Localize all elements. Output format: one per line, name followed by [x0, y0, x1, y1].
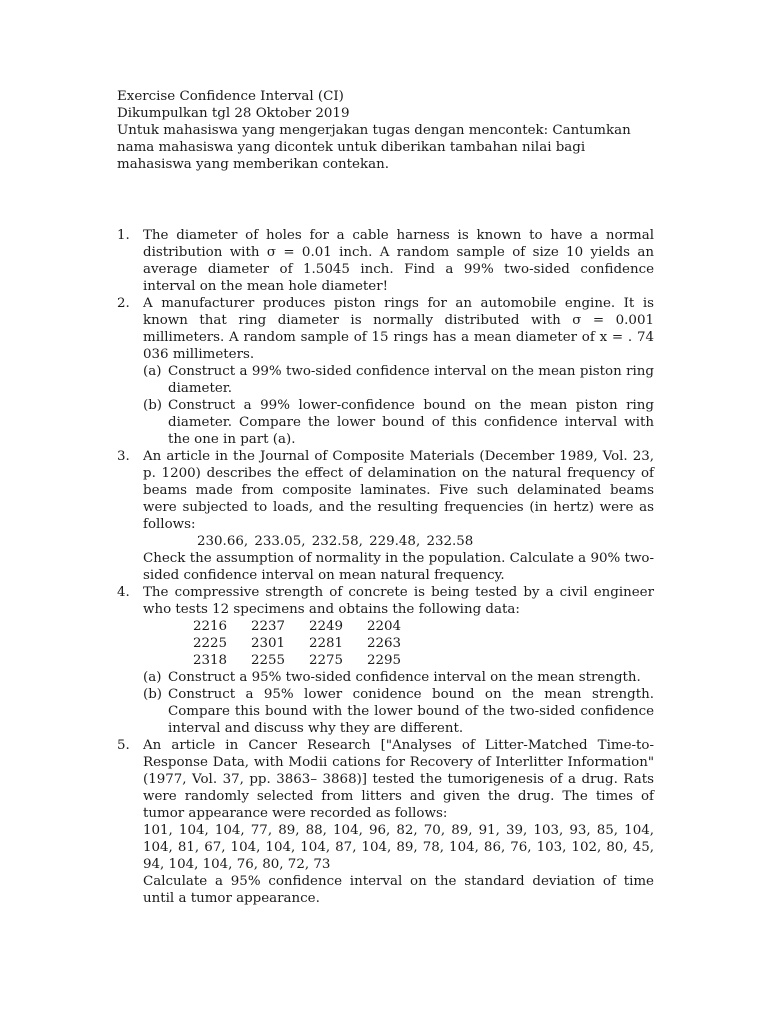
problem-number: 4.	[117, 585, 130, 600]
problem-number: 3.	[117, 449, 130, 464]
table-cell: 2249	[309, 619, 344, 634]
table-cell: 2281	[309, 636, 344, 651]
table-cell: 2275	[309, 653, 344, 668]
table-cell: 2295	[367, 653, 402, 668]
due-date: Dikumpulkan tgl 28 Oktober 2019	[117, 106, 350, 121]
problem-number: 1.	[117, 228, 130, 243]
problem-list	[117, 227, 654, 907]
instruction-line-1: Untuk mahasiswa yang mengerjakan tugas dengan mencontek: Cantumkan	[117, 123, 631, 138]
table-cell: 2301	[251, 636, 286, 651]
table-row	[193, 652, 425, 669]
subquestion-label: (a)	[143, 670, 162, 685]
problem-3	[117, 448, 654, 584]
subquestion-text: Construct a 99% two-sided confidence interval on the mean piston ring diameter.	[168, 364, 654, 396]
subquestion-a	[143, 363, 654, 397]
subquestion-label: (b)	[143, 687, 163, 702]
subquestion-text: Construct a 95% lower conidence bound on the mean strength. Compare this bound with the lower bound of the two-sided confidence interval and discuss why they are different.	[168, 687, 654, 736]
problem-number: 2.	[117, 296, 130, 311]
instruction-line-2: nama mahasiswa yang dicontek untuk diberikan tambahan nilai bagi	[117, 140, 586, 155]
strength-data-table	[193, 618, 425, 669]
table-cell: 2255	[251, 653, 286, 668]
problem-instruction: Check the assumption of normality in the population. Calculate a 90% two-sided confidence interval on mean natural frequency.	[143, 551, 654, 583]
instruction-line-3: mahasiswa yang memberikan contekan.	[117, 157, 389, 172]
problem-text: The compressive strength of concrete is being tested by a civil engineer who tests 12 specimens and obtains the following data:	[143, 585, 654, 617]
table-cell: 2204	[367, 619, 402, 634]
table-cell: 2216	[193, 619, 228, 634]
table-cell: 2318	[193, 653, 228, 668]
problem-text: An article in the Journal of Composite Materials (December 1989, Vol. 23, p. 1200) describes the effect of delamination on the natural frequency of beams made from composite laminates. Five such delaminated beams were subjected to loads, and the resulting frequencies (in hertz) were as follows:	[143, 449, 654, 532]
problem-text: An article in Cancer Research ["Analyses of Litter-Matched Time-to-Response Data, with Modii cations for Recovery of Interlitter Information" (1977, Vol. 37, pp. 3863– 3868)] tested the tumorigenesis of a drug. Rats were randomly selected from litters and given the drug. The times of tumor appearance were recorded as follows:	[143, 738, 654, 821]
subquestion-label: (b)	[143, 398, 163, 413]
table-row	[193, 635, 425, 652]
subquestion-label: (a)	[143, 364, 162, 379]
problem-text: A manufacturer produces piston rings for an automobile engine. It is known that ring diameter is normally distributed with σ = 0.001 millimeters. A random sample of 15 rings has a mean diameter of x = . 74 036 millimeters.	[143, 296, 654, 362]
problem-2	[117, 295, 654, 448]
problem-5	[117, 737, 654, 907]
problem-4	[117, 584, 654, 737]
document-header	[117, 88, 657, 173]
subquestion-b	[143, 397, 654, 448]
subquestion-b	[143, 686, 654, 737]
problem-1	[117, 227, 654, 295]
table-cell: 2263	[367, 636, 402, 651]
frequency-data: 230.66, 233.05, 232.58, 229.48, 232.58	[197, 534, 474, 549]
tumor-time-data: 101, 104, 104, 77, 89, 88, 104, 96, 82, 70, 89, 91, 39, 103, 93, 85, 104, 104, 81, 67, 104, 104, 104, 87, 104, 89, 78, 104, 86, 76, 103, 102, 80, 45, 94, 104, 104, 76, 80, 72, 73	[143, 823, 654, 872]
problem-text: The diameter of holes for a cable harness is known to have a normal distribution with σ = 0.01 inch. A random sample of size 10 yields an average diameter of 1.5045 inch. Find a 99% two-sided confidence interval on the mean hole diameter!	[143, 228, 654, 294]
problem-number: 5.	[117, 738, 130, 753]
subquestion-text: Construct a 99% lower-confidence bound on the mean piston ring diameter. Compare the lower bound of this confidence interval with the one in part (a).	[168, 398, 654, 447]
table-row	[193, 618, 425, 635]
problem-instruction: Calculate a 95% confidence interval on the standard deviation of time until a tumor appearance.	[143, 874, 654, 906]
table-cell: 2225	[193, 636, 228, 651]
subquestion-text: Construct a 95% two-sided confidence interval on the mean strength.	[168, 670, 641, 685]
subquestion-a	[143, 669, 654, 686]
exercise-title: Exercise Confidence Interval (CI)	[117, 89, 344, 104]
table-cell: 2237	[251, 619, 286, 634]
